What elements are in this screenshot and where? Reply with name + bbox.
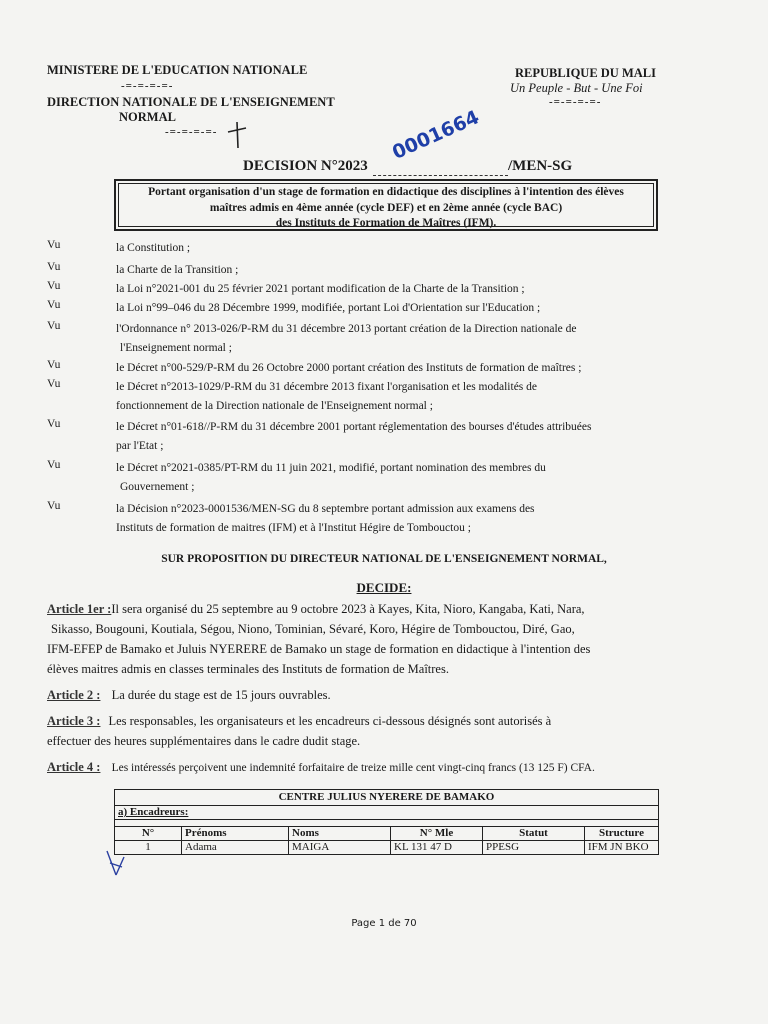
table-title: CENTRE JULIUS NYERERE DE BAMAKO <box>115 790 659 806</box>
page-number: Page 1 de 70 <box>351 918 417 929</box>
column-header: Prénoms <box>182 827 289 841</box>
subject-line-3: des Instituts de Formation de Maîtres (IFM). <box>275 217 497 229</box>
vu-text: la Charte de la Transition ; <box>116 264 239 276</box>
article-2-text: La durée du stage est de 15 jours ouvrables. <box>111 688 331 702</box>
direction-separator: -=-=-=-=- <box>165 126 218 138</box>
table-spacer <box>115 820 659 827</box>
vu-label: Vu <box>47 359 61 371</box>
subject-line-1: Portant organisation d'un stage de formation en didactique des disciplines à l'intention des élèves <box>148 186 624 198</box>
vu-text: la Loi n°99–046 du 28 Décembre 1999, modifiée, portant Loi d'Orientation sur l'Education ; <box>116 302 541 314</box>
column-header: Structure <box>585 827 659 841</box>
republic-motto: Un Peuple - But - Une Foi <box>510 81 643 95</box>
vu-text: la Décision n°2023-0001536/MEN-SG du 8 septembre portant admission aux examens des <box>116 503 535 515</box>
article-1-text: IFM-EFEP de Bamako et Juluis NYERERE de Bamako un stage de formation en didactique à l'intention des <box>47 642 591 656</box>
vu-label: Vu <box>47 280 61 292</box>
table-cell: 1 <box>115 841 182 855</box>
subject-line-2: maîtres admis en 4ème année (cycle DEF) et en 2ème année (cycle BAC) <box>209 201 563 214</box>
table-section: a) Encadreurs: <box>115 806 659 820</box>
article-3-text: effectuer des heures supplémentaires dans le cadre dudit stage. <box>47 734 361 748</box>
vu-text-continued: par l'Etat ; <box>116 440 164 452</box>
column-header: N° <box>115 827 182 841</box>
article-1-text: élèves maitres admis en classes terminales des Instituts de formation de Maîtres. <box>47 662 449 676</box>
column-header: Statut <box>483 827 585 841</box>
republic-name: REPUBLIQUE DU MALI <box>515 66 656 80</box>
republic-separator: -=-=-=-=- <box>549 96 602 108</box>
ministry-separator: -=-=-=-=- <box>121 80 174 92</box>
handwritten-mark-icon <box>222 118 252 150</box>
article-3 <box>47 711 727 751</box>
vu-text-continued: Gouvernement ; <box>120 481 195 493</box>
vu-label: Vu <box>47 299 61 311</box>
article-2-label: Article 2 : <box>47 688 101 702</box>
article-1-text: Il sera organisé du 25 septembre au 9 octobre 2023 à Kayes, Kita, Nioro, Kangaba, Kati, Nara, <box>111 602 585 616</box>
table-row <box>115 841 659 855</box>
table-cell: MAIGA <box>289 841 391 855</box>
decision-subject-box <box>114 179 658 231</box>
vu-text: le Décret n°2013-1029/P-RM du 31 décembre 2013 fixant l'organisation et les modalités de <box>116 381 538 393</box>
vu-text: la Loi n°2021-001 du 25 février 2021 portant modification de la Charte de la Transition ; <box>116 283 525 295</box>
table-cell: KL 131 47 D <box>391 841 483 855</box>
vu-label: Vu <box>47 418 61 430</box>
ministry-name: MINISTERE DE L'EDUCATION NATIONALE <box>47 63 308 77</box>
decide-heading: DECIDE: <box>356 580 412 595</box>
vu-label: Vu <box>47 459 61 471</box>
article-3-text: Les responsables, les organisateurs et les encadreurs ci-dessous désignés sont autorisés à <box>108 714 552 728</box>
article-4 <box>47 757 595 778</box>
column-header: N° Mle <box>391 827 483 841</box>
article-2 <box>47 685 331 705</box>
vu-text: l'Ordonnance n° 2013-026/P-RM du 31 décembre 2013 portant création de la Direction nationale de <box>116 323 577 335</box>
vu-label: Vu <box>47 239 61 251</box>
article-4-text: Les intéressés perçoivent une indemnité forfaitaire de treize mille cent vingt-cinq francs (13 125 F) CFA. <box>111 762 595 774</box>
article-3-label: Article 3 : <box>47 714 101 728</box>
vu-text: la Constitution ; <box>116 242 191 254</box>
decision-prefix: DECISION N°2023 <box>243 158 368 174</box>
vu-text-continued: fonctionnement de la Direction nationale de l'Enseignement normal ; <box>116 400 433 412</box>
table-header-row <box>115 827 659 841</box>
article-1-label: Article 1er : <box>47 602 112 616</box>
table-cell: Adama <box>182 841 289 855</box>
decision-suffix: /MEN-SG <box>508 158 573 174</box>
proposition-line: SUR PROPOSITION DU DIRECTEUR NATIONAL DE L'ENSEIGNEMENT NORMAL, <box>161 553 607 565</box>
vu-label: Vu <box>47 500 61 512</box>
column-header: Noms <box>289 827 391 841</box>
vu-text: le Décret n°01-618//P-RM du 31 décembre 2001 portant réglementation des bourses d'études attribuées <box>116 421 592 433</box>
table-cell: IFM JN BKO <box>585 841 659 855</box>
article-1-text: Sikasso, Bougouni, Koutiala, Ségou, Niono, Tominian, Sévaré, Koro, Hégire de Tombouctou, Diré, Gao, <box>51 622 575 636</box>
article-4-label: Article 4 : <box>47 760 101 774</box>
vu-text-continued: l'Enseignement normal ; <box>120 342 232 354</box>
direction-name-line1: DIRECTION NATIONALE DE L'ENSEIGNEMENT <box>47 95 335 109</box>
decision-number-stamp: 0001664 <box>389 106 483 164</box>
handwritten-check-icon <box>104 847 130 879</box>
vu-text-continued: Instituts de formation de maitres (IFM) et à l'Institut Hégire de Tombouctou ; <box>116 522 471 534</box>
direction-name-line2: NORMAL <box>119 110 176 124</box>
vu-text: le Décret n°2021-0385/PT-RM du 11 juin 2021, modifié, portant nomination des membres du <box>116 462 546 474</box>
vu-text: le Décret n°00-529/P-RM du 26 Octobre 2000 portant création des Instituts de formation de maîtres ; <box>116 362 582 374</box>
vu-label: Vu <box>47 261 61 273</box>
vu-label: Vu <box>47 320 61 332</box>
table-cell: PPESG <box>483 841 585 855</box>
encadreurs-table <box>114 789 659 855</box>
decision-number-line <box>373 175 508 176</box>
article-1 <box>47 599 727 679</box>
vu-label: Vu <box>47 378 61 390</box>
